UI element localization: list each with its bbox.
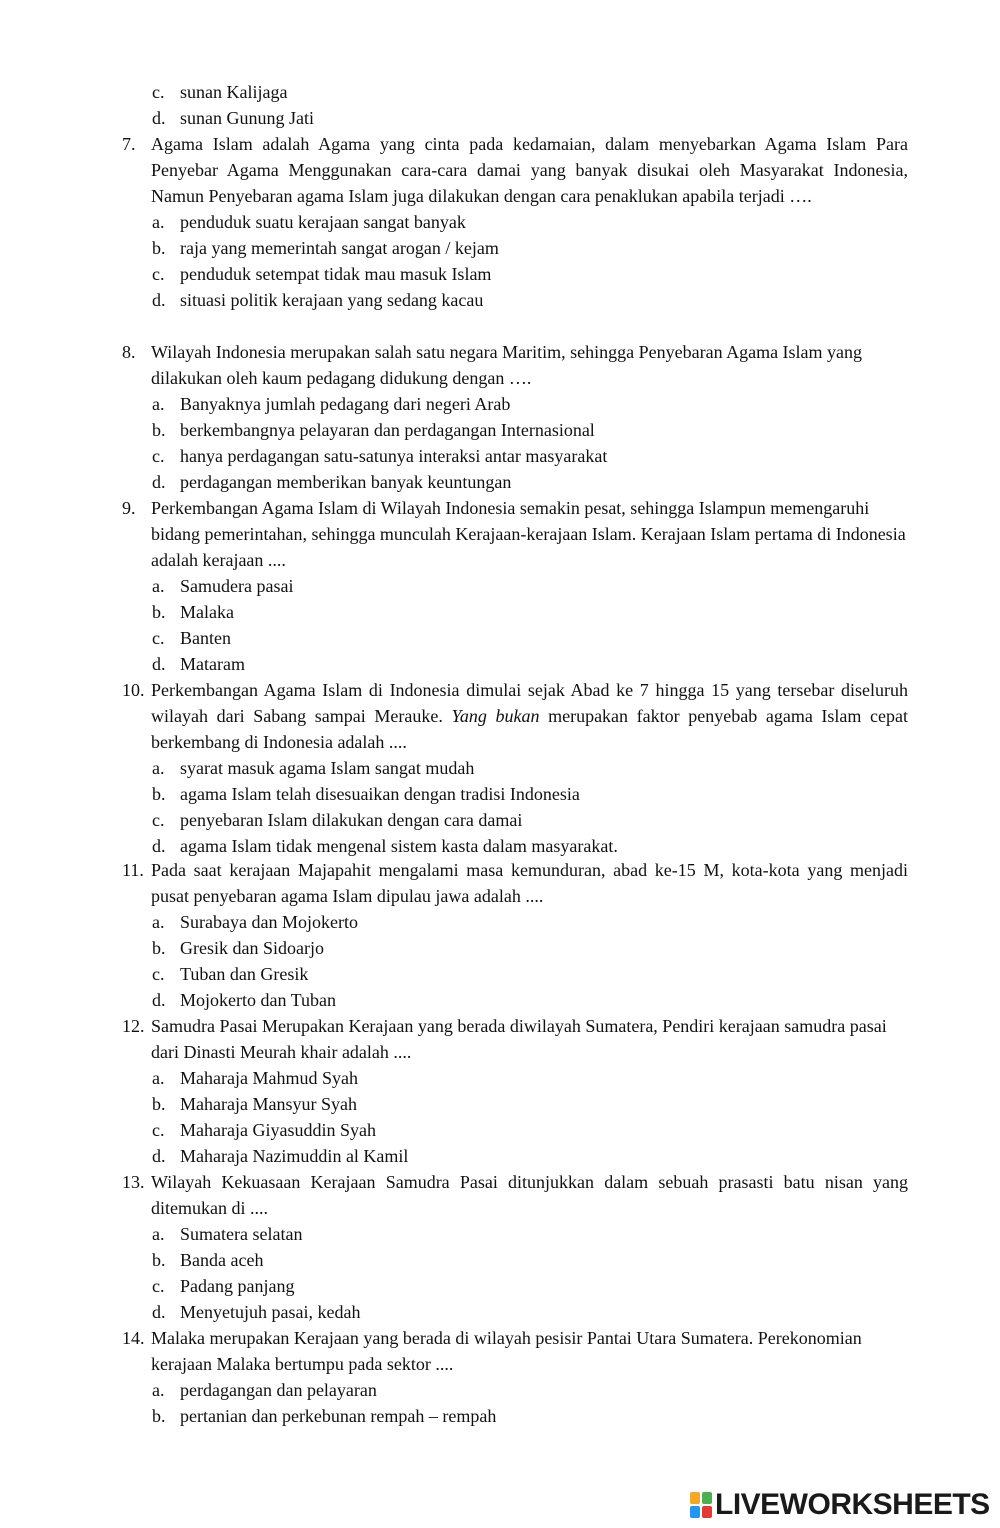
option-text: perdagangan memberikan banyak keuntungan bbox=[180, 472, 512, 492]
option-letter: d. bbox=[152, 290, 166, 310]
option-item bbox=[122, 105, 908, 131]
question-body: Wilayah Indonesia merupakan salah satu negara Maritim, sehingga Penyebaran Agama Islam yang dilakukan oleh kaum pedagang didukung dengan …. bbox=[151, 342, 863, 388]
option-item bbox=[122, 807, 908, 833]
option-list bbox=[122, 79, 908, 131]
option-list bbox=[122, 1221, 908, 1325]
option-letter: c. bbox=[152, 1276, 165, 1296]
option-text: Maharaja Nazimuddin al Kamil bbox=[180, 1146, 409, 1166]
option-letter: b. bbox=[152, 1094, 166, 1114]
option-text: Banda aceh bbox=[180, 1250, 264, 1270]
logo-square bbox=[690, 1506, 700, 1518]
option-text: Tuban dan Gresik bbox=[180, 964, 309, 984]
option-item bbox=[122, 833, 908, 859]
option-letter: d. bbox=[152, 1146, 166, 1166]
option-letter: d. bbox=[152, 108, 166, 128]
question-body: Pada saat kerajaan Majapahit mengalami masa kemunduran, abad ke-15 M, kota-kota yang menjadi pusat penyebaran agama Islam dipulau jawa adalah .... bbox=[151, 860, 908, 906]
question-12 bbox=[122, 1013, 908, 1169]
question-text bbox=[122, 857, 908, 909]
option-item bbox=[122, 909, 908, 935]
option-letter: a. bbox=[152, 212, 165, 232]
question-body: Samudra Pasai Merupakan Kerajaan yang berada diwilayah Sumatera, Pendiri kerajaan samudra pasai dari Dinasti Meurah khair adalah .... bbox=[151, 1016, 887, 1062]
question-body: Wilayah Kekuasaan Kerajaan Samudra Pasai ditunjukkan dalam sebuah prasasti batu nisan yang ditemukan di .... bbox=[151, 1172, 908, 1218]
option-text: agama Islam tidak mengenal sistem kasta dalam masyarakat. bbox=[180, 836, 618, 856]
option-text: syarat masuk agama Islam sangat mudah bbox=[180, 758, 475, 778]
logo-square bbox=[690, 1492, 700, 1504]
option-text: Banten bbox=[180, 628, 231, 648]
option-letter: b. bbox=[152, 238, 166, 258]
question-number: 13. bbox=[122, 1172, 145, 1192]
question-9 bbox=[122, 495, 908, 677]
question-10 bbox=[122, 677, 908, 859]
question-number: 12. bbox=[122, 1016, 145, 1036]
option-text: penduduk setempat tidak mau masuk Islam bbox=[180, 264, 492, 284]
option-text: Sumatera selatan bbox=[180, 1224, 303, 1244]
option-list bbox=[122, 391, 908, 495]
question-text bbox=[122, 1169, 908, 1221]
option-text: hanya perdagangan satu-satunya interaksi antar masyarakat bbox=[180, 446, 608, 466]
option-letter: a. bbox=[152, 1380, 165, 1400]
option-text: Gresik dan Sidoarjo bbox=[180, 938, 324, 958]
option-letter: a. bbox=[152, 758, 165, 778]
option-item bbox=[122, 391, 908, 417]
option-letter: b. bbox=[152, 1250, 166, 1270]
option-letter: c. bbox=[152, 628, 165, 648]
question-body: Perkembangan Agama Islam di Wilayah Indonesia semakin pesat, sehingga Islampun memengaruhi bidang pemerintahan, sehingga munculah Kerajaan-kerajaan Islam. Kerajaan Islam pertama di Indonesia adalah kerajaan .... bbox=[151, 498, 906, 570]
option-letter: c. bbox=[152, 82, 165, 102]
option-letter: d. bbox=[152, 654, 166, 674]
option-letter: a. bbox=[152, 394, 165, 414]
question-number: 7. bbox=[122, 134, 136, 154]
option-item bbox=[122, 1117, 908, 1143]
option-item bbox=[122, 1299, 908, 1325]
option-letter: c. bbox=[152, 264, 165, 284]
option-list bbox=[122, 909, 908, 1013]
option-text: Surabaya dan Mojokerto bbox=[180, 912, 358, 932]
option-text: Maharaja Mansyur Syah bbox=[180, 1094, 357, 1114]
question-8 bbox=[122, 339, 908, 495]
option-text: penyebaran Islam dilakukan dengan cara damai bbox=[180, 810, 523, 830]
option-letter: b. bbox=[152, 938, 166, 958]
option-letter: d. bbox=[152, 472, 166, 492]
option-text: agama Islam telah disesuaikan dengan tradisi Indonesia bbox=[180, 784, 580, 804]
option-text: sunan Gunung Jati bbox=[180, 108, 314, 128]
option-text: Samudera pasai bbox=[180, 576, 294, 596]
question-body: Agama Islam adalah Agama yang cinta pada kedamaian, dalam menyebarkan Agama Islam Para Penyebar Agama Menggunakan cara-cara damai yang banyak disukai oleh Masyarakat Indonesia, Namun Penyebaran agama Islam juga dilakukan dengan cara penaklukan apabila terjadi …. bbox=[151, 134, 908, 206]
option-letter: b. bbox=[152, 420, 166, 440]
question-body: Malaka merupakan Kerajaan yang berada di wilayah pesisir Pantai Utara Sumatera. Perekonomian kerajaan Malaka bertumpu pada sektor .... bbox=[151, 1328, 862, 1374]
option-letter: a. bbox=[152, 1068, 165, 1088]
option-list bbox=[122, 209, 908, 313]
option-letter: c. bbox=[152, 446, 165, 466]
question-number: 11. bbox=[122, 860, 144, 880]
option-item bbox=[122, 1273, 908, 1299]
option-letter: c. bbox=[152, 1120, 165, 1140]
question-text bbox=[122, 495, 908, 573]
previous-question-options bbox=[122, 79, 908, 131]
question-number: 8. bbox=[122, 342, 136, 362]
option-item bbox=[122, 261, 908, 287]
option-item bbox=[122, 1143, 908, 1169]
question-14 bbox=[122, 1325, 908, 1429]
option-text: sunan Kalijaga bbox=[180, 82, 288, 102]
question-text bbox=[122, 1325, 908, 1377]
option-item bbox=[122, 1403, 908, 1429]
question-emphasis: Yang bukan bbox=[451, 706, 540, 726]
liveworksheets-logo-icon bbox=[690, 1492, 712, 1518]
logo-square bbox=[702, 1506, 712, 1518]
option-text: perdagangan dan pelayaran bbox=[180, 1380, 377, 1400]
option-item bbox=[122, 935, 908, 961]
question-number: 10. bbox=[122, 680, 145, 700]
option-letter: b. bbox=[152, 602, 166, 622]
question-number: 14. bbox=[122, 1328, 145, 1348]
option-item bbox=[122, 625, 908, 651]
option-item bbox=[122, 1221, 908, 1247]
option-text: situasi politik kerajaan yang sedang kacau bbox=[180, 290, 484, 310]
option-text: raja yang memerintah sangat arogan / kejam bbox=[180, 238, 499, 258]
option-item bbox=[122, 599, 908, 625]
option-text: Mataram bbox=[180, 654, 245, 674]
option-letter: b. bbox=[152, 784, 166, 804]
question-body-start: Perkembangan Agama Islam di Indonesia dimulai sejak Abad ke 7 hingga 15 yang tersebar diseluruh wilayah dari Sabang sampai Merauke. bbox=[151, 680, 908, 726]
option-letter: a. bbox=[152, 912, 165, 932]
option-text: berkembangnya pelayaran dan perdagangan Internasional bbox=[180, 420, 595, 440]
option-item bbox=[122, 781, 908, 807]
option-letter: b. bbox=[152, 1406, 166, 1426]
question-13 bbox=[122, 1169, 908, 1325]
option-item bbox=[122, 469, 908, 495]
option-list bbox=[122, 1065, 908, 1169]
question-text bbox=[122, 677, 908, 755]
question-text bbox=[122, 1013, 908, 1065]
question-number: 9. bbox=[122, 498, 136, 518]
option-item bbox=[122, 1091, 908, 1117]
option-text: Menyetujuh pasai, kedah bbox=[180, 1302, 361, 1322]
option-text: Padang panjang bbox=[180, 1276, 295, 1296]
option-item bbox=[122, 1247, 908, 1273]
option-item bbox=[122, 417, 908, 443]
option-letter: d. bbox=[152, 990, 166, 1010]
option-letter: c. bbox=[152, 964, 165, 984]
option-item bbox=[122, 1377, 908, 1403]
option-item bbox=[122, 443, 908, 469]
question-7 bbox=[122, 131, 908, 313]
liveworksheets-logo bbox=[690, 1487, 990, 1523]
option-item bbox=[122, 987, 908, 1013]
option-letter: d. bbox=[152, 836, 166, 856]
option-item bbox=[122, 79, 908, 105]
option-item bbox=[122, 961, 908, 987]
option-item bbox=[122, 209, 908, 235]
option-text: penduduk suatu kerajaan sangat banyak bbox=[180, 212, 466, 232]
question-body-end: merupakan faktor penyebab agama Islam cepat berkembang di Indonesia adalah .... bbox=[151, 706, 909, 752]
question-text bbox=[122, 131, 908, 209]
option-letter: a. bbox=[152, 1224, 165, 1244]
option-letter: c. bbox=[152, 810, 165, 830]
option-list bbox=[122, 755, 908, 859]
option-item bbox=[122, 235, 908, 261]
option-text: Mojokerto dan Tuban bbox=[180, 990, 337, 1010]
option-text: Banyaknya jumlah pedagang dari negeri Arab bbox=[180, 394, 511, 414]
option-list bbox=[122, 1377, 908, 1429]
option-item bbox=[122, 1065, 908, 1091]
option-text: pertanian dan perkebunan rempah – rempah bbox=[180, 1406, 497, 1426]
question-text bbox=[122, 339, 908, 391]
option-item bbox=[122, 287, 908, 313]
option-item bbox=[122, 651, 908, 677]
option-text: Maharaja Mahmud Syah bbox=[180, 1068, 358, 1088]
option-letter: a. bbox=[152, 576, 165, 596]
question-11 bbox=[122, 857, 908, 1013]
option-list bbox=[122, 573, 908, 677]
logo-wordmark: LIVEWORKSHEETS bbox=[715, 1488, 990, 1521]
option-text: Malaka bbox=[180, 602, 234, 622]
option-letter: d. bbox=[152, 1302, 166, 1322]
logo-square bbox=[702, 1492, 712, 1504]
option-text: Maharaja Giyasuddin Syah bbox=[180, 1120, 376, 1140]
option-item bbox=[122, 755, 908, 781]
option-item bbox=[122, 573, 908, 599]
